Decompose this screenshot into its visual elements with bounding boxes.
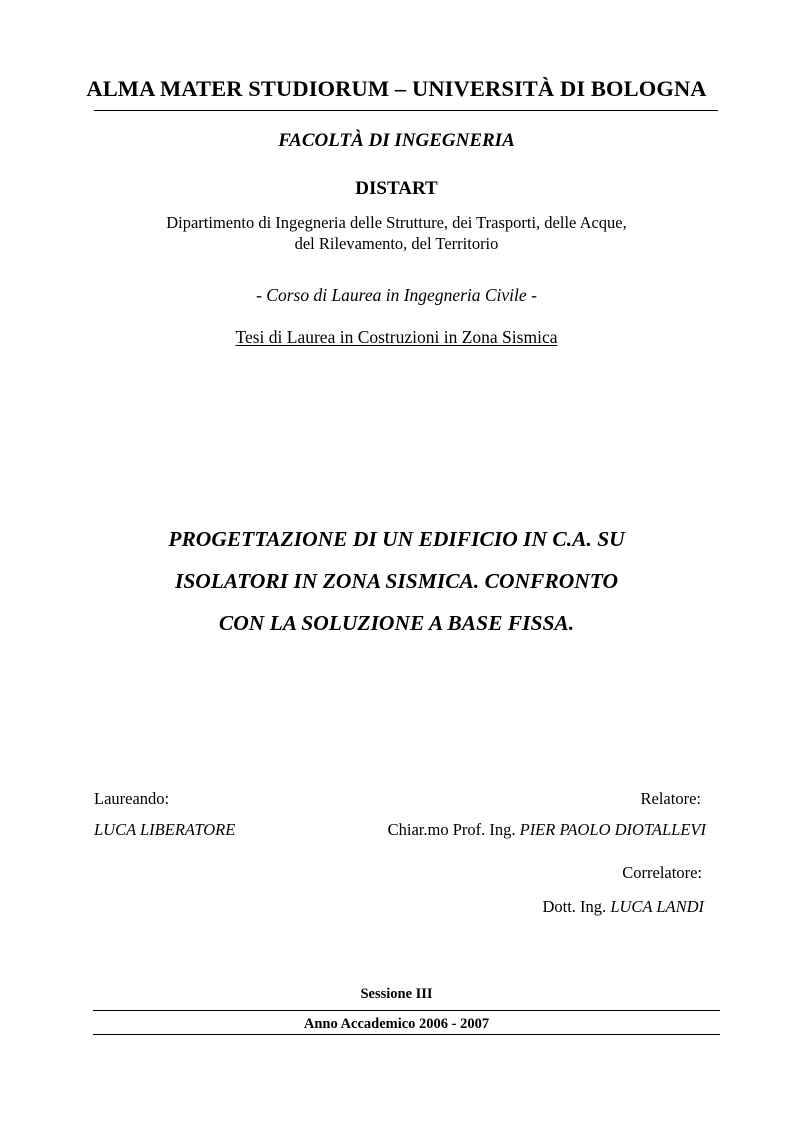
cosupervisor-label: Correlatore: [622, 863, 702, 882]
course-title: Corso di Laurea in Ingegneria Civile [266, 285, 527, 305]
academic-year: Anno Accademico 2006 - 2007 [303, 1016, 490, 1032]
header-divider [94, 110, 718, 111]
department-name [0, 212, 793, 254]
cosupervisor [542, 897, 704, 917]
supervisor-prefix: Chiar.mo Prof. Ing. [387, 820, 520, 839]
faculty-name: FACOLTÀ DI INGEGNERIA [278, 130, 515, 151]
candidate-name: LUCA LIBERATORE [94, 820, 236, 839]
department-name-line1: Dipartimento di Ingegneria delle Strutture, dei Trasporti, delle Acque, [166, 213, 627, 232]
course-prefix: - [256, 285, 267, 305]
session: Sessione III [360, 986, 433, 1002]
thesis-title-line1: PROGETTAZIONE DI UN EDIFICIO IN C.A. SU [168, 527, 625, 551]
department-name-line2: del Rilevamento, del Territorio [294, 234, 499, 253]
supervisor-label: Relatore: [640, 789, 701, 808]
cosupervisor-name: LUCA LANDI [610, 897, 704, 916]
supervisor [388, 820, 706, 840]
footer-divider-top [93, 1010, 720, 1011]
thesis-title-line3: CON LA SOLUZIONE A BASE FISSA. [218, 611, 575, 635]
footer-divider-bottom [93, 1034, 720, 1035]
cosupervisor-prefix: Dott. Ing. [542, 897, 611, 916]
thesis-type: Tesi di Laurea in Costruzioni in Zona Sismica [235, 327, 558, 347]
candidate-label: Laureando: [94, 789, 170, 808]
thesis-type-wrapper [0, 327, 793, 348]
university-name: ALMA MATER STUDIORUM – UNIVERSITÀ DI BOLOGNA [86, 76, 707, 101]
thesis-title [0, 518, 793, 644]
course-name [0, 285, 793, 306]
thesis-title-line2: ISOLATORI IN ZONA SISMICA. CONFRONTO [174, 569, 619, 593]
supervisor-name: PIER PAOLO DIOTALLEVI [519, 820, 706, 839]
department-code: DISTART [355, 178, 438, 199]
course-suffix: - [526, 285, 537, 305]
